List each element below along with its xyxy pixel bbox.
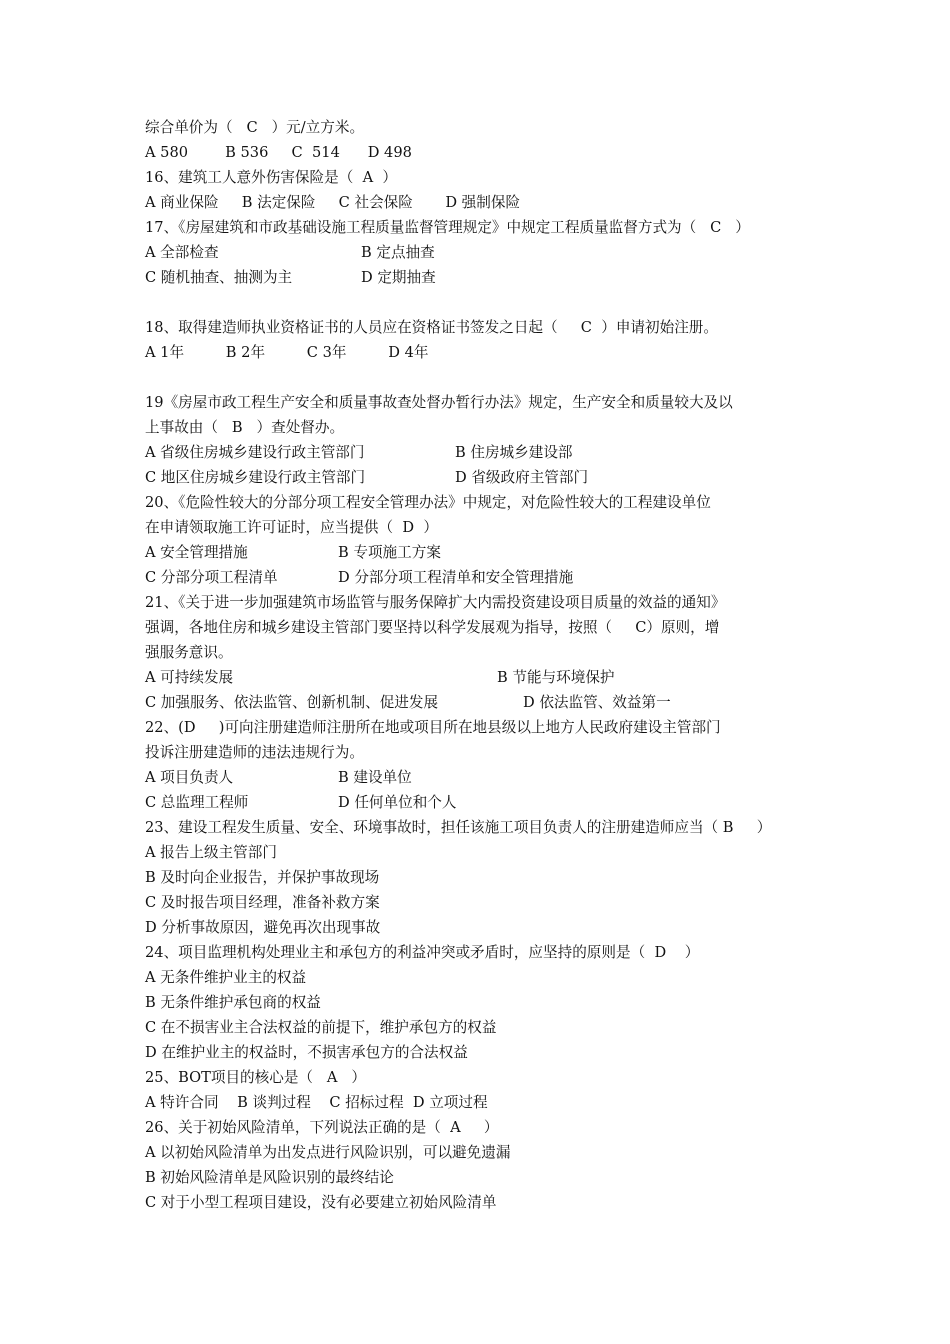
q25-stem: 25、BOT项目的核心是（ A ） [145, 1069, 366, 1086]
q23-option-a: A 报告上级主管部门 [145, 844, 277, 861]
q25-options: A 特许合同 B 谈判过程 C 招标过程 D 立项过程 [145, 1094, 488, 1111]
q17-options-row-2 [145, 269, 436, 287]
q21-stem-part-2: 强调，各地住房和城乡建设主管部门要坚持以科学发展观为指导，按照（ C）原则，增 [145, 619, 720, 636]
q22-stem-part-2: 投诉注册建造师的违法违规行为。 [145, 744, 364, 761]
q22-options-row-2 [145, 794, 457, 812]
q21-stem-part-1: 21、《关于进一步加强建筑市场监管与服务保障扩大内需投资建设项目质量的效益的通知》 [145, 594, 726, 611]
q26-option-c: C 对于小型工程项目建设，没有必要建立初始风险清单 [145, 1194, 497, 1211]
q16-stem: 16、建筑工人意外伤害保险是（ A ） [145, 169, 397, 186]
q26-option-b: B 初始风险清单是风险识别的最终结论 [145, 1169, 394, 1186]
q18-stem: 18、取得建造师执业资格证书的人员应在资格证书签发之日起（ C ）申请初始注册。 [145, 319, 718, 336]
q21-stem-part-3: 强服务意识。 [145, 644, 233, 661]
q24-option-a: A 无条件维护业主的权益 [145, 969, 307, 986]
q17-option-c: C 随机抽查、抽测为主 [145, 269, 293, 286]
q20-options-row-2 [145, 569, 574, 587]
q19-options-row-2 [145, 469, 589, 487]
q24-option-c: C 在不损害业主合法权益的前提下，维护承包方的权益 [145, 1019, 497, 1036]
q20-option-b: B 专项施工方案 [338, 544, 441, 561]
q22-options-row-1 [145, 769, 412, 787]
q23-stem: 23、建设工程发生质量、安全、环境事故时，担任该施工项目负责人的注册建造师应当（ B ） [145, 819, 772, 836]
q26-stem: 26、关于初始风险清单，下列说法正确的是（ A ） [145, 1119, 499, 1136]
q20-stem-part-1: 20、《危险性较大的分部分项工程安全管理办法》中规定，对危险性较大的工程建设单位 [145, 494, 711, 511]
q26-option-a: A 以初始风险清单为出发点进行风险识别，可以避免遗漏 [145, 1144, 511, 1161]
q20-options-row-1 [145, 544, 441, 562]
q17-stem: 17、《房屋建筑和市政基础设施工程质量监督管理规定》中规定工程质量监督方式为（ C ） [145, 219, 750, 236]
q21-options-row-1 [145, 669, 615, 687]
q19-stem-part-1: 19《房屋市政工程生产安全和质量事故查处督办暂行办法》规定，生产安全和质量较大及以 [145, 394, 733, 411]
q17-option-a: A 全部检查 [145, 244, 219, 261]
q24-option-d: D 在维护业主的权益时，不损害承包方的合法权益 [145, 1044, 468, 1061]
q19-stem-part-2: 上事故由（ B ）查处督办。 [145, 419, 345, 436]
q21-option-a: A 可持续发展 [145, 669, 234, 686]
q21-option-b: B 节能与环境保护 [497, 669, 615, 686]
q17-option-d: D 定期抽查 [361, 269, 436, 286]
q23-option-c: C 及时报告项目经理，准备补救方案 [145, 894, 380, 911]
q23-option-b: B 及时向企业报告，并保护事故现场 [145, 869, 380, 886]
q23-option-d: D 分析事故原因，避免再次出现事故 [145, 919, 381, 936]
q21-option-c: C 加强服务、依法监管、创新机制、促进发展 [145, 694, 439, 711]
q22-option-a: A 项目负责人 [145, 769, 234, 786]
q24-option-b: B 无条件维护承包商的权益 [145, 994, 321, 1011]
q22-option-b: B 建设单位 [338, 769, 412, 786]
q16-options: A 商业保险 B 法定保险 C 社会保险 D 强制保险 [145, 194, 521, 211]
q21-option-d: D 依法监管、效益第一 [523, 694, 671, 711]
q19-option-c: C 地区住房城乡建设行政主管部门 [145, 469, 366, 486]
q19-option-d: D 省级政府主管部门 [455, 469, 589, 486]
q19-options-row-1 [145, 444, 573, 462]
q20-stem-part-2: 在申请领取施工许可证时，应当提供（ D ） [145, 519, 438, 536]
q20-option-a: A 安全管理措施 [145, 544, 248, 561]
q17-option-b: B 定点抽查 [361, 244, 435, 261]
q19-option-b: B 住房城乡建设部 [455, 444, 573, 461]
q15-stem-tail: 综合单价为（ C ）元/立方米。 [145, 119, 365, 136]
q15-options: A 580 B 536 C 514 D 498 [145, 144, 412, 161]
q24-stem: 24、项目监理机构处理业主和承包方的利益冲突或矛盾时，应坚持的原则是（ D ） [145, 944, 700, 961]
q22-option-d: D 任何单位和个人 [338, 794, 457, 811]
q18-options: A 1年 B 2年 C 3年 D 4年 [145, 344, 429, 361]
q22-stem-part-1: 22、(D )可向注册建造师注册所在地或项目所在地县级以上地方人民政府建设主管部门 [145, 719, 721, 736]
q20-option-c: C 分部分项工程清单 [145, 569, 278, 586]
q17-options-row-1 [145, 244, 435, 262]
q22-option-c: C 总监理工程师 [145, 794, 249, 811]
q21-options-row-2 [145, 694, 671, 712]
q20-option-d: D 分部分项工程清单和安全管理措施 [338, 569, 574, 586]
q19-option-a: A 省级住房城乡建设行政主管部门 [145, 444, 365, 461]
